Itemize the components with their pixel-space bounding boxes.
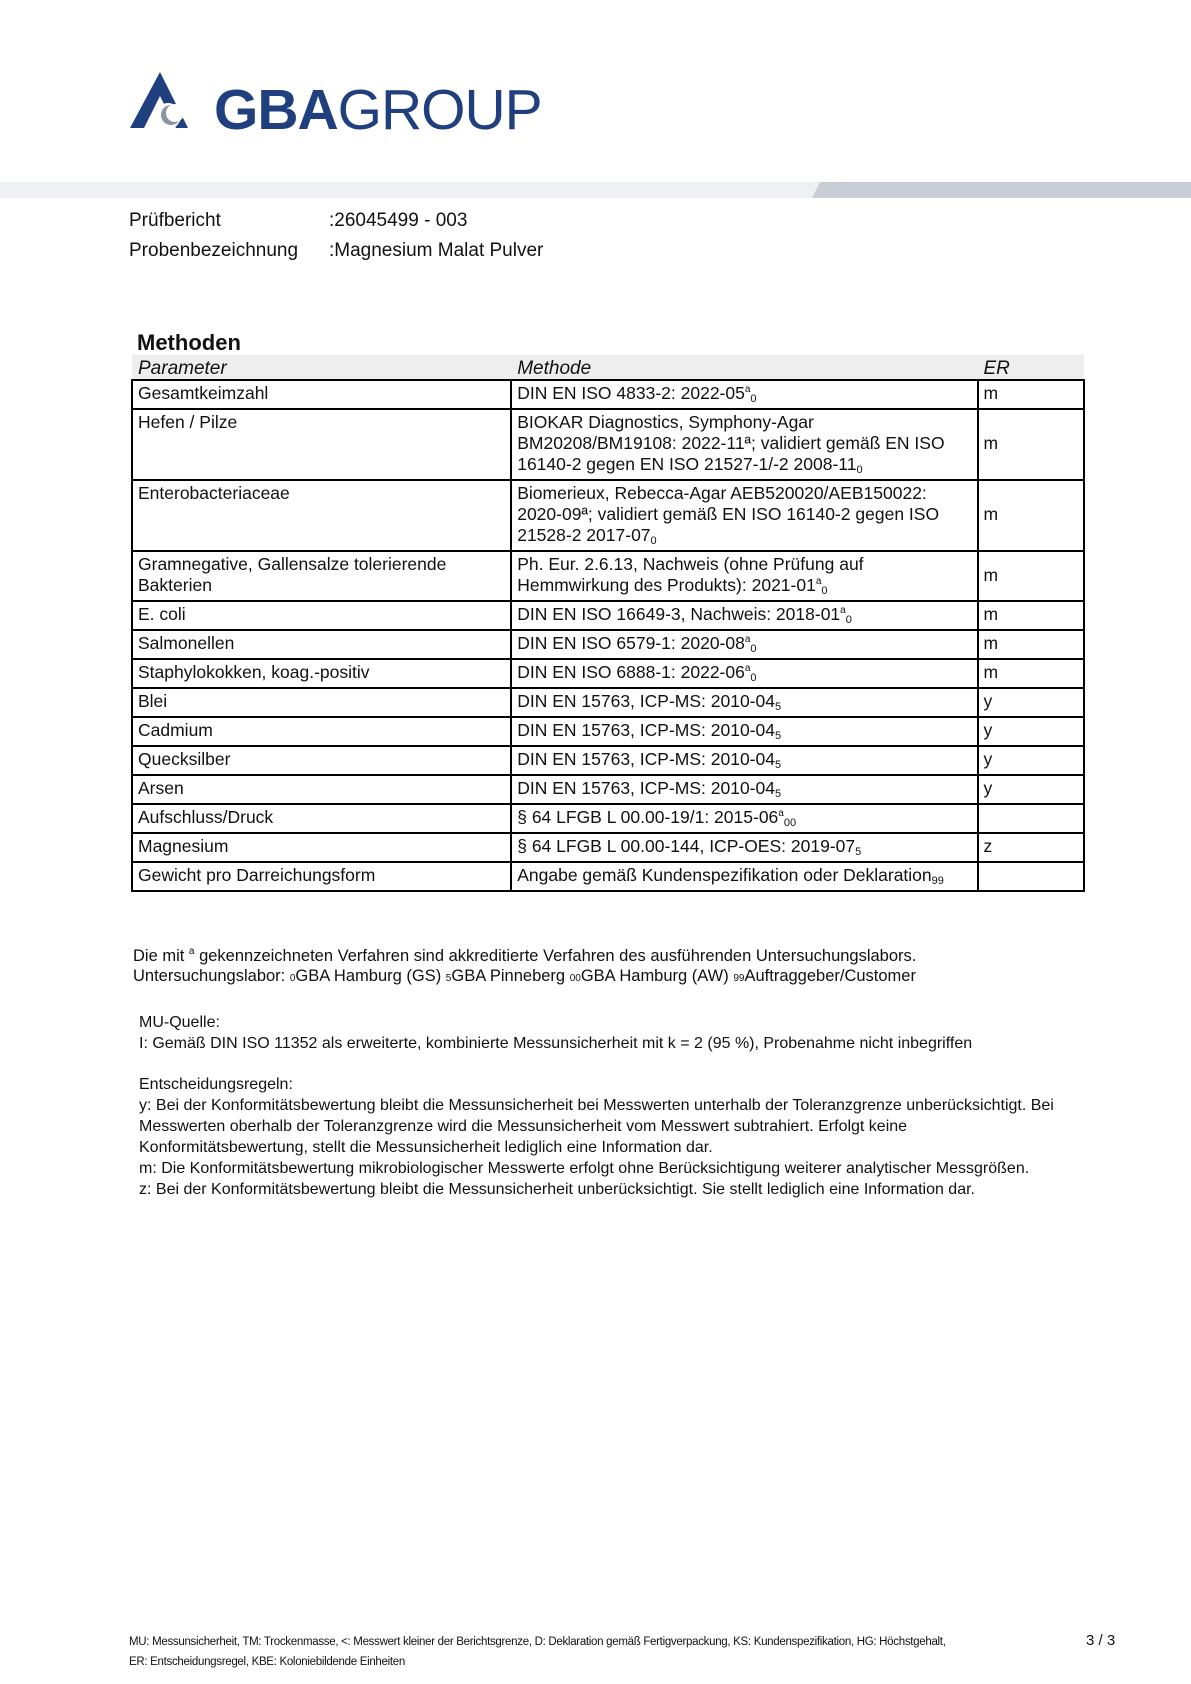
table-row (132, 775, 1084, 804)
parameter-cell: Arsen (132, 775, 511, 804)
parameter-cell: Aufschluss/Druck (132, 804, 511, 833)
er-cell: m (978, 659, 1085, 688)
method-cell: DIN EN ISO 6888-1: $2022-06^a_0$ (511, 659, 977, 688)
er-cell: y (978, 717, 1085, 746)
lab-legend: Untersuchungslabor: 0GBA Hamburg (GS) 5GBA Pinneberg 00GBA Hamburg (AW) 99Auftraggeber/Customer (133, 967, 916, 985)
parameter-cell: Staphylokokken, koag.-positiv (132, 659, 511, 688)
gba-group-logo (130, 72, 550, 152)
parameter-cell: Gesamtkeimzahl (132, 380, 511, 409)
parameter-cell: Cadmium (132, 717, 511, 746)
table-row (132, 480, 1084, 551)
accreditation-notes (133, 946, 1093, 989)
mu-text: I: Gemäß DIN ISO 11352 als erweiterte, kombinierte Messunsicherheit mit k = 2 (95 %), Probenahme nicht inbegriffen (139, 1035, 973, 1052)
method-cell: DIN EN ISO 16649-3, Nachweis: $2018-01^a_0$ (511, 601, 977, 630)
method-cell: Ph. Eur. 2.6.13, Nachweis (ohne Prüfung auf Hemmwirkung des Produkts): $2021-01^a_0$ (511, 551, 977, 601)
method-cell: DIN EN 15763, ICP-MS: $2010-04_5$ (511, 775, 977, 804)
table-row (132, 630, 1084, 659)
table-row (132, 659, 1084, 688)
footer-line-1: MU: Messunsicherheit, TM: Trockenmasse, <: Messwert kleiner der Berichtsgrenze, D: Deklaration gemäß Fertigverpackung, KS: Kundenspezifikation, HG: Höchstgehalt, (129, 1636, 946, 1648)
mu-source (139, 1012, 1099, 1054)
rule-m: m: Die Konformitätsbewertung mikrobiologischer Messwerte erfolgt ohne Berücksichtigung weiterer analytischer Messgrößen. (139, 1160, 1030, 1177)
parameter-cell: E. coli (132, 601, 511, 630)
er-cell: m (978, 601, 1085, 630)
logo-mark-icon (130, 72, 204, 134)
er-cell: m (978, 480, 1085, 551)
parameter-cell: Gewicht pro Darreichungsform (132, 862, 511, 891)
lab-entry: 00GBA Hamburg (AW) (569, 967, 729, 985)
method-cell: Angabe gemäß Kundenspezifikation oder Deklaration$_{99}$ (511, 862, 977, 891)
mu-title: MU-Quelle: (139, 1014, 220, 1031)
parameter-cell: Magnesium (132, 833, 511, 862)
methods-table (131, 355, 1085, 892)
parameter-cell: Hefen / Pilze (132, 409, 511, 480)
decision-rules (139, 1074, 1079, 1200)
lab-entry: 0GBA Hamburg (GS) (289, 967, 442, 985)
parameter-cell: Quecksilber (132, 746, 511, 775)
er-cell: m (978, 409, 1085, 480)
methods-title: Methoden (137, 330, 241, 355)
method-cell: § 64 LFGB L 00.00-144, ICP-OES: $2019-07_5$ (511, 833, 977, 862)
footer-legend (129, 1632, 989, 1672)
header-er: ER (978, 355, 1085, 380)
footer-line-2: ER: Entscheidungsregel, KBE: Koloniebildende Einheiten (129, 1656, 405, 1668)
method-cell: Biomerieux, Rebecca-Agar AEB520020/AEB150022: 2020-09ª; validiert gemäß EN ISO 16140-2 gegen ISO 21528-2 $2017-07_0$ (511, 480, 977, 551)
page-number: 3 / 3 (1086, 1632, 1116, 1649)
sample-value: :Magnesium Malat Pulver (329, 240, 544, 261)
lab-entry: 5GBA Pinneberg (445, 967, 566, 985)
sample-label: Probenbezeichnung (129, 240, 299, 261)
er-cell: m (978, 551, 1085, 601)
table-row (132, 833, 1084, 862)
table-row (132, 688, 1084, 717)
rules-title: Entscheidungsregeln: (139, 1076, 293, 1093)
table-row (132, 380, 1084, 409)
method-cell: DIN EN ISO 4833-2: $2022-05^a_0$ (511, 380, 977, 409)
er-cell: z (978, 833, 1085, 862)
er-cell: y (978, 688, 1085, 717)
er-cell: y (978, 746, 1085, 775)
table-row (132, 551, 1084, 601)
method-cell: § 64 LFGB L 00.00-19/1: $2015-06^a_{00}$ (511, 804, 977, 833)
header-band (0, 182, 1191, 198)
parameter-cell: Enterobacteriaceae (132, 480, 511, 551)
method-cell: BIOKAR Diagnostics, Symphony-Agar BM20208/BM19108: 2022-11ª; validiert gemäß EN ISO 16140-2 gegen EN ISO 21527-1/-2 $2008-11_0$ (511, 409, 977, 480)
method-cell: DIN EN 15763, ICP-MS: $2010-04_5$ (511, 746, 977, 775)
parameter-cell: Salmonellen (132, 630, 511, 659)
method-cell: DIN EN ISO 6579-1: $2020-08^a_0$ (511, 630, 977, 659)
er-cell (978, 862, 1085, 891)
report-label: Prüfbericht (129, 210, 221, 231)
method-cell: DIN EN 15763, ICP-MS: $2010-04_5$ (511, 688, 977, 717)
logo-wordmark: GBAGROUP (214, 78, 542, 142)
table-row (132, 746, 1084, 775)
accreditation-note: Die mit $^a$ gekennzeichneten Verfahren sind akkreditierte Verfahren des ausführenden Untersuchungslabors. (133, 946, 917, 965)
parameter-cell: Gramnegative, Gallensalze tolerierende Bakterien (132, 551, 511, 601)
table-row (132, 804, 1084, 833)
header-method: Methode (511, 355, 977, 380)
rule-y: y: Bei der Konformitätsbewertung bleibt die Messunsicherheit bei Messwerten unterhalb der Toleranzgrenze unberücksichtigt. Bei Messwerten oberhalb der Toleranzgrenze wird die Messunsicherheit vom Messwert subtrahiert. Erfolgt keine Konformitätsbewertung, stellt die Messunsicherheit lediglich eine Information dar. (139, 1097, 1054, 1156)
method-cell: DIN EN 15763, ICP-MS: $2010-04_5$ (511, 717, 977, 746)
table-row (132, 862, 1084, 891)
table-row (132, 409, 1084, 480)
methods-header-row (132, 355, 1084, 380)
table-row (132, 717, 1084, 746)
er-cell: m (978, 380, 1085, 409)
report-value: :26045499 - 003 (329, 210, 468, 231)
lab-entry: 99Auftraggeber/Customer (733, 967, 916, 985)
er-cell: m (978, 630, 1085, 659)
table-row (132, 601, 1084, 630)
er-cell: y (978, 775, 1085, 804)
er-cell (978, 804, 1085, 833)
parameter-cell: Blei (132, 688, 511, 717)
header-parameter: Parameter (132, 355, 511, 380)
rule-z: z: Bei der Konformitätsbewertung bleibt die Messunsicherheit unberücksichtigt. Sie stellt lediglich eine Information dar. (139, 1181, 975, 1198)
